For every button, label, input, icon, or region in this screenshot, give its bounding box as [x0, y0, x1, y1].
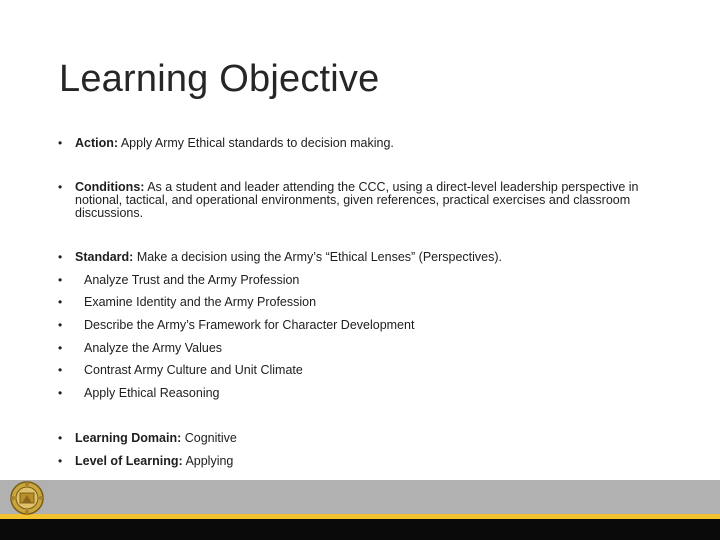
item-text: Describe the Army’s Framework for Character Development — [84, 318, 415, 332]
item-label: Level of Learning: — [75, 454, 183, 468]
item-text: Analyze Trust and the Army Profession — [84, 273, 300, 287]
list-item-learning-domain — [58, 432, 658, 445]
list-item-conditions — [58, 181, 658, 220]
bullet-dot: • — [58, 273, 63, 287]
item-text: Apply Ethical Reasoning — [84, 386, 220, 400]
bullet-dot: • — [58, 318, 63, 332]
bullet-dot: • — [58, 295, 63, 309]
page-title: Learning Objective — [59, 58, 380, 100]
bullet-dot: • — [58, 180, 63, 194]
item-text: Contrast Army Culture and Unit Climate — [84, 363, 303, 377]
footer-band — [0, 480, 720, 514]
bullet-dot: • — [58, 341, 63, 355]
list-item-action — [58, 137, 658, 150]
item-label: Learning Domain: — [75, 431, 182, 445]
item-text: Applying — [182, 454, 234, 468]
bullet-dot: • — [58, 250, 63, 264]
item-text: Make a decision using the Army’s “Ethical Lenses” (Perspectives). — [133, 250, 503, 264]
item-label: Conditions: — [75, 180, 145, 194]
list-item-sub — [58, 274, 658, 287]
bullet-dot: • — [58, 454, 63, 468]
army-seal-icon — [6, 480, 48, 516]
list-item-standard — [58, 251, 658, 264]
bullet-dot: • — [58, 363, 63, 377]
bullet-dot: • — [58, 431, 63, 445]
item-label: Standard: — [75, 250, 134, 264]
list-item-sub — [58, 364, 658, 377]
footer-bar — [0, 519, 720, 540]
item-text: Analyze the Army Values — [84, 341, 223, 355]
item-text: Cognitive — [181, 431, 237, 445]
item-label: Action: — [75, 136, 119, 150]
list-item-sub — [58, 387, 658, 400]
list-item-sub — [58, 319, 658, 332]
list-item-sub — [58, 342, 658, 355]
item-text: Apply Army Ethical standards to decision making. — [118, 136, 394, 150]
item-text: As a student and leader attending the CCC, using a direct-level leadership perspective in notional, tactical, and operational environments, given references, practical exercises and classroom discussions. — [75, 180, 639, 220]
list-item-sub — [58, 296, 658, 309]
item-text: Examine Identity and the Army Profession — [84, 295, 317, 309]
bullet-dot: • — [58, 136, 63, 150]
bullet-dot: • — [58, 386, 63, 400]
list-item-level-of-learning — [58, 455, 658, 468]
